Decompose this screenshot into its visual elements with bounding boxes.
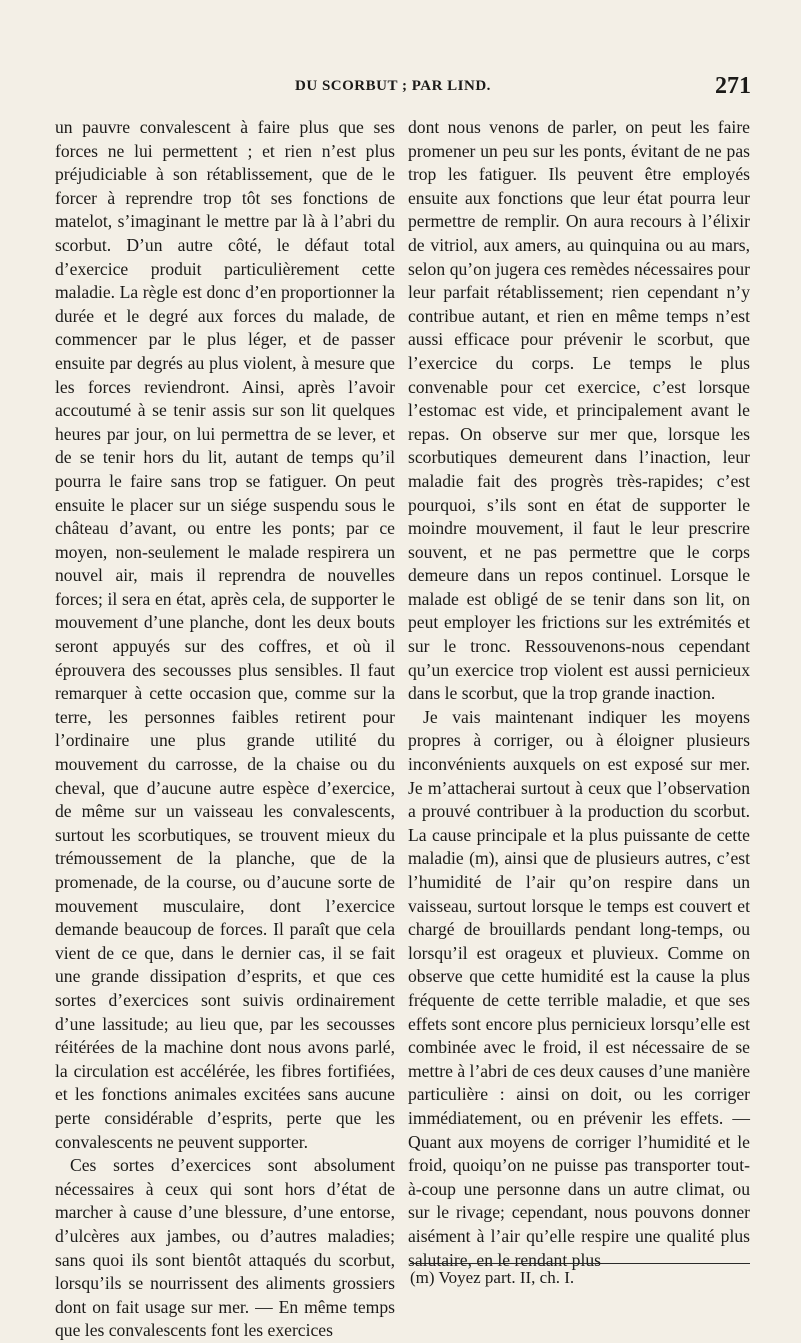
paragraph: un pauvre convalescent à faire plus que ses forces ne lui permettent ; et rien n’est plus préjudiciable à son rétablissement, que de le forcer à reprendre trop tôt ses fonctions de matelot, s’imaginant le mettre par là à l’abri du scorbut. D’un autre côté, le défaut total d’exercice produit particulièrement cette maladie. La règle est donc d’en proportionner la durée et le degré aux forces du malade, de commencer par le plus léger, et de passer ensuite par degrés au plus violent, à mesure que les forces reviendront. Ainsi, après l’avoir accoutumé à se tenir assis sur son lit quelques heures par jour, on lui permettra de se lever, et de se tenir hors du lit, autant de temps qu’il pourra le faire sans trop se fatiguer. On peut ensuite le placer sur un siége suspendu sous le château d’avant, ou entre les ponts; par ce moyen, non-seulement le malade respirera un nouvel air, mais il reprendra de nouvelles forces; il sera en état, après cela, de supporter le mouvement d’une planche, dont les deux bouts seront appuyés sur des coffres, et où il éprouvera des secousses plus sensibles. Il faut remarquer à cette occasion que, comme sur la terre, les personnes faibles retirent pour l’ordinaire une plus grande utilité du mouvement du carrosse, de la chaise ou du cheval, que d’aucune autre espèce d’exercice, de même sur un vaisseau les convalescents, surtout les scorbutiques, se trouvent mieux du trémoussement de la planche, que de la promenade, de la course, ou d’aucune sorte de mouvement musculaire, dont l’exercice demande beaucoup de forces. Il paraît que cela vient de ce que, dans le dernier cas, il se fait une grande dissipation d’esprits, et que ces sortes d’exercices sont suivis ordinairement d’une lassitude; au lieu que, par les secousses réitérées de la machine dont nous avons parlé, la circulation est accélérée, les fibres fortifiées, et les fonctions animales excitées sans aucune perte considérable d’esprits, perte que les convalescents ne peuvent supporter. — [55, 117, 395, 1152]
footnote: (m) Voyez part. II, ch. I. — [410, 1268, 575, 1287]
page-header — [0, 73, 801, 106]
paragraph: Ces sortes d’exercices sont absolument nécessaires à ceux qui sont hors d’état de marcher à cause d’une blessure, d’une entorse, d’ulcères aux jambes, ou d’autres maladies; sans quoi ils sont bientôt attaqués du scorbut, lorsqu’ils se nourrissent des aliments grossiers dont on fait usage sur mer. — En même temps que les convalescents font les exercices — [55, 1155, 395, 1341]
paragraph: dont nous venons de parler, on peut les faire promener un peu sur les ponts, évitant de ne pas trop les fatiguer. Ils peuvent être employés ensuite aux fonctions que leur état pourra leur permettre de remplir. On aura recours à l’élixir de vitriol, aux amers, au quinquina ou au mars, selon qu’on jugera ces remèdes nécessaires pour leur parfait rétablissement; rien cependant n’y contribue autant, et rien en même temps n’est aussi efficace pour prévenir le scorbut, que l’exercice du corps. Le temps le plus convenable pour cet exercice, c’est lorsque l’estomac est vide, et principalement avant le repas. On observe sur mer que, lorsque les scorbutiques demeurent dans l’inaction, leur maladie fait des progrès très-rapides; c’est pourquoi, s’ils sont en état de supporter le moindre mouvement, il faut le leur prescrire souvent, et ne pas permettre que le corps demeure dans un repos continuel. Lorsque le malade est obligé de se tenir dans son lit, on peut employer les frictions sur les extrémités et sur le tronc. Ressouvenons-nous cependant qu’un exercice trop violent est aussi pernicieux dans le scorbut, que la trop grande inaction. — [408, 117, 750, 704]
page-number: 271 — [715, 73, 751, 99]
footnote-divider — [410, 1263, 750, 1264]
running-title: DU SCORBUT ; PAR LIND. — [295, 78, 491, 94]
right-column — [408, 116, 750, 1272]
left-column — [55, 116, 395, 1343]
paragraph: Je vais maintenant indiquer les moyens propres à corriger, ou à éloigner plusieurs inconvénients auxquels on est exposé sur mer. Je m’attacherai surtout à ceux que l’observation a prouvé contribuer à la production du scorbut. La cause principale et la plus puissante de cette maladie (m), ainsi que de plusieurs autres, c’est l’humidité de l’air qu’on respire dans un vaisseau, surtout lorsque le temps est couvert et chargé de brouillards pendant long-temps, ou lorsqu’il est orageux et pluvieux. Comme on observe que cette humidité est la cause la plus fréquente de cette terrible maladie, et que ses effets sont encore plus pernicieux lorsqu’elle est combinée avec le froid, il est nécessaire de se mettre à l’abri de ces deux causes d’une manière particulière : ainsi on doit, ou les corriger immédiatement, ou en prévenir les effets. — Quant aux moyens de corriger l’humidité et le froid, quoiqu’on ne puisse pas transporter tout-à-coup une personne dans un autre climat, ou sur le rivage; cependant, nous pouvons donner aisément à l’air qu’elle respire une qualité plus salutaire, en le rendant plus — [408, 706, 750, 1270]
